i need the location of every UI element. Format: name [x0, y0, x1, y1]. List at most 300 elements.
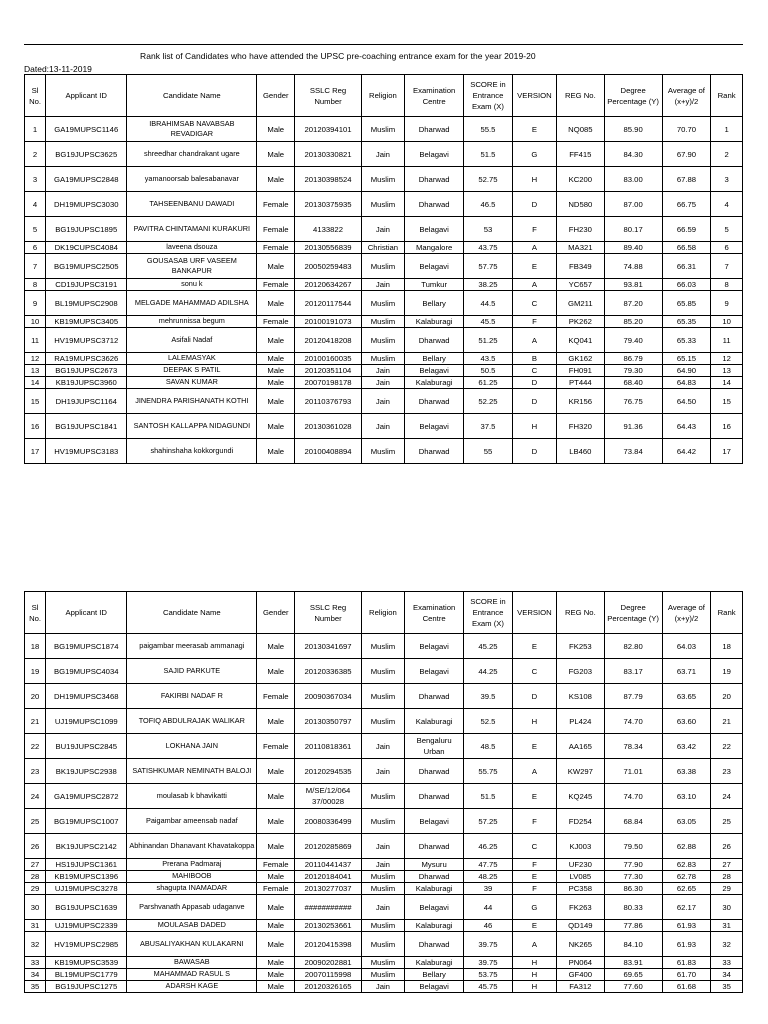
cell-examination-centre: Kalaburagi [405, 709, 464, 734]
cell-examination-centre: Bellary [405, 353, 464, 365]
cell-average: 61.70 [662, 969, 711, 981]
top-rule [24, 44, 743, 45]
cell-entrance-score: 39.75 [464, 932, 513, 957]
cell-reg-no: KW297 [557, 759, 605, 784]
cell-sslc-reg-number: 20120351104 [295, 365, 362, 377]
table-row [25, 895, 743, 920]
cell-gender: Female [257, 316, 295, 328]
cell-version: A [512, 242, 556, 254]
header-average: Average of (x+y)/2 [662, 592, 711, 634]
cell-gender: Male [257, 142, 295, 167]
cell-rank: 25 [711, 809, 743, 834]
cell-rank: 27 [711, 859, 743, 871]
document-title: Rank list of Candidates who have attended the UPSC pre-coaching entrance exam for the year 2019-20 [140, 51, 536, 61]
cell-sl-no: 28 [25, 871, 46, 883]
cell-degree-percentage: 74.70 [604, 784, 662, 809]
cell-sl-no: 17 [25, 439, 46, 464]
cell-sslc-reg-number: 20100160035 [295, 353, 362, 365]
cell-examination-centre: Dharwad [405, 389, 464, 414]
cell-religion: Muslim [361, 117, 404, 142]
cell-applicant-id: BL19MUPSC1779 [46, 969, 127, 981]
cell-candidate-name: yamanoorsab balesabanavar [127, 167, 257, 192]
cell-religion: Muslim [361, 809, 404, 834]
cell-degree-percentage: 84.30 [604, 142, 662, 167]
cell-reg-no: FH230 [557, 217, 605, 242]
table-row [25, 981, 743, 993]
cell-sslc-reg-number: 20110441437 [295, 859, 362, 871]
cell-average: 61.83 [662, 957, 711, 969]
cell-degree-percentage: 68.84 [604, 809, 662, 834]
cell-degree-percentage: 87.79 [604, 684, 662, 709]
cell-sslc-reg-number: 20110818361 [295, 734, 362, 759]
cell-reg-no: UF230 [557, 859, 605, 871]
cell-degree-percentage: 74.88 [604, 254, 662, 279]
header-examination-centre: Examination Centre [405, 75, 464, 117]
cell-sl-no: 34 [25, 969, 46, 981]
cell-reg-no: FF415 [557, 142, 605, 167]
cell-rank: 35 [711, 981, 743, 993]
cell-version: G [512, 895, 556, 920]
cell-candidate-name: MOULASAB DADED [127, 920, 257, 932]
cell-entrance-score: 46 [464, 920, 513, 932]
cell-reg-no: KR156 [557, 389, 605, 414]
cell-entrance-score: 39 [464, 883, 513, 895]
cell-sslc-reg-number: 20120184041 [295, 871, 362, 883]
cell-gender: Male [257, 389, 295, 414]
cell-candidate-name: IBRAHIMSAB NAVABSAB REVADIGAR [127, 117, 257, 142]
cell-entrance-score: 45.25 [464, 634, 513, 659]
cell-gender: Male [257, 895, 295, 920]
header-version: VERSION [512, 75, 556, 117]
cell-sslc-reg-number: ########### [295, 895, 362, 920]
cell-applicant-id: BG19JUPSC3625 [46, 142, 127, 167]
cell-reg-no: KJ003 [557, 834, 605, 859]
cell-version: D [512, 389, 556, 414]
cell-candidate-name: Asifali Nadaf [127, 328, 257, 353]
cell-sslc-reg-number: 20120394101 [295, 117, 362, 142]
cell-gender: Female [257, 734, 295, 759]
cell-reg-no: YC657 [557, 279, 605, 291]
cell-gender: Female [257, 684, 295, 709]
table-row [25, 659, 743, 684]
cell-gender: Male [257, 871, 295, 883]
cell-version: F [512, 859, 556, 871]
cell-religion: Jain [361, 759, 404, 784]
cell-entrance-score: 44.25 [464, 659, 513, 684]
cell-sslc-reg-number: 20070198178 [295, 377, 362, 389]
cell-applicant-id: DH19MUPSC3468 [46, 684, 127, 709]
cell-entrance-score: 53 [464, 217, 513, 242]
cell-entrance-score: 52.75 [464, 167, 513, 192]
cell-reg-no: PC358 [557, 883, 605, 895]
cell-candidate-name: sonu k [127, 279, 257, 291]
cell-sl-no: 3 [25, 167, 46, 192]
cell-entrance-score: 43.75 [464, 242, 513, 254]
cell-sslc-reg-number: 4133822 [295, 217, 362, 242]
cell-gender: Male [257, 969, 295, 981]
cell-sl-no: 21 [25, 709, 46, 734]
cell-version: A [512, 328, 556, 353]
header-rank: Rank [711, 75, 743, 117]
cell-entrance-score: 38.25 [464, 279, 513, 291]
cell-applicant-id: HV19MUPSC2985 [46, 932, 127, 957]
cell-rank: 21 [711, 709, 743, 734]
cell-average: 62.83 [662, 859, 711, 871]
header-gender: Gender [257, 75, 295, 117]
cell-sl-no: 12 [25, 353, 46, 365]
cell-version: C [512, 291, 556, 316]
cell-entrance-score: 55.5 [464, 117, 513, 142]
cell-degree-percentage: 93.81 [604, 279, 662, 291]
cell-rank: 32 [711, 932, 743, 957]
cell-religion: Jain [361, 414, 404, 439]
table-row [25, 871, 743, 883]
cell-sslc-reg-number: 20100408894 [295, 439, 362, 464]
cell-entrance-score: 50.5 [464, 365, 513, 377]
cell-religion: Jain [361, 279, 404, 291]
cell-examination-centre: Kalaburagi [405, 920, 464, 932]
cell-entrance-score: 37.5 [464, 414, 513, 439]
cell-examination-centre: Dharwad [405, 784, 464, 809]
cell-entrance-score: 55.75 [464, 759, 513, 784]
table-row [25, 353, 743, 365]
cell-religion: Muslim [361, 659, 404, 684]
cell-gender: Male [257, 659, 295, 684]
cell-sslc-reg-number: 20130361028 [295, 414, 362, 439]
cell-reg-no: NK265 [557, 932, 605, 957]
cell-applicant-id: BG19JUPSC2673 [46, 365, 127, 377]
cell-average: 62.17 [662, 895, 711, 920]
cell-sl-no: 18 [25, 634, 46, 659]
cell-entrance-score: 51.5 [464, 784, 513, 809]
cell-applicant-id: HS19JUPSC1361 [46, 859, 127, 871]
cell-candidate-name: ABUSALIYAKHAN KULAKARNI [127, 932, 257, 957]
cell-gender: Male [257, 932, 295, 957]
table-row [25, 439, 743, 464]
cell-entrance-score: 46.5 [464, 192, 513, 217]
cell-examination-centre: Belagavi [405, 365, 464, 377]
cell-examination-centre: Belagavi [405, 659, 464, 684]
cell-religion: Jain [361, 981, 404, 993]
cell-version: E [512, 117, 556, 142]
cell-entrance-score: 39.5 [464, 684, 513, 709]
cell-version: C [512, 659, 556, 684]
cell-examination-centre: Dharwad [405, 759, 464, 784]
cell-candidate-name: PAVITRA CHINTAMANI KURAKURI [127, 217, 257, 242]
rank-table-2 [24, 591, 743, 993]
cell-sl-no: 35 [25, 981, 46, 993]
cell-version: H [512, 414, 556, 439]
cell-applicant-id: BU19JUPSC2845 [46, 734, 127, 759]
cell-applicant-id: BK19JUPSC2142 [46, 834, 127, 859]
cell-examination-centre: Tumkur [405, 279, 464, 291]
table-row [25, 414, 743, 439]
cell-average: 62.65 [662, 883, 711, 895]
cell-candidate-name: paigambar meerasab ammanagi [127, 634, 257, 659]
cell-candidate-name: MAHAMMAD RASUL S [127, 969, 257, 981]
cell-sl-no: 13 [25, 365, 46, 377]
cell-gender: Male [257, 414, 295, 439]
cell-examination-centre: Kalaburagi [405, 957, 464, 969]
table-row [25, 167, 743, 192]
cell-average: 66.75 [662, 192, 711, 217]
cell-religion: Jain [361, 142, 404, 167]
cell-average: 63.71 [662, 659, 711, 684]
cell-sl-no: 9 [25, 291, 46, 316]
header-applicant-id: Applicant ID [46, 75, 127, 117]
cell-applicant-id: UJ19MUPSC2339 [46, 920, 127, 932]
cell-sslc-reg-number: 20120415398 [295, 932, 362, 957]
cell-examination-centre: Mangalore [405, 242, 464, 254]
cell-reg-no: ND580 [557, 192, 605, 217]
cell-entrance-score: 53.75 [464, 969, 513, 981]
cell-rank: 11 [711, 328, 743, 353]
cell-entrance-score: 45.75 [464, 981, 513, 993]
table-row [25, 242, 743, 254]
cell-gender: Male [257, 957, 295, 969]
cell-rank: 34 [711, 969, 743, 981]
cell-version: C [512, 365, 556, 377]
cell-candidate-name: JINENDRA PARISHANATH KOTHI [127, 389, 257, 414]
cell-sslc-reg-number: 20130398524 [295, 167, 362, 192]
cell-sl-no: 20 [25, 684, 46, 709]
header-examination-centre: Examination Centre [405, 592, 464, 634]
cell-religion: Muslim [361, 709, 404, 734]
cell-sslc-reg-number: 20130330821 [295, 142, 362, 167]
header-applicant-id: Applicant ID [46, 592, 127, 634]
cell-average: 63.38 [662, 759, 711, 784]
cell-religion: Muslim [361, 684, 404, 709]
header-sslc-reg-number: SSLC Reg Number [295, 75, 362, 117]
cell-sl-no: 26 [25, 834, 46, 859]
cell-examination-centre: Belagavi [405, 217, 464, 242]
cell-reg-no: PT444 [557, 377, 605, 389]
cell-religion: Jain [361, 365, 404, 377]
cell-entrance-score: 51.25 [464, 328, 513, 353]
cell-version: E [512, 634, 556, 659]
header-reg-no: REG No. [557, 75, 605, 117]
cell-sslc-reg-number: 20120634267 [295, 279, 362, 291]
cell-candidate-name: Abhinandan Dhanavant Khavatakoppa [127, 834, 257, 859]
cell-degree-percentage: 73.84 [604, 439, 662, 464]
table-row [25, 784, 743, 809]
cell-examination-centre: Mysuru [405, 859, 464, 871]
table-row [25, 759, 743, 784]
cell-gender: Male [257, 328, 295, 353]
cell-religion: Jain [361, 734, 404, 759]
cell-sl-no: 29 [25, 883, 46, 895]
cell-sl-no: 1 [25, 117, 46, 142]
cell-applicant-id: DH19MUPSC3030 [46, 192, 127, 217]
cell-average: 64.03 [662, 634, 711, 659]
cell-applicant-id: GA19MUPSC2848 [46, 167, 127, 192]
cell-gender: Male [257, 167, 295, 192]
cell-sl-no: 30 [25, 895, 46, 920]
cell-degree-percentage: 89.40 [604, 242, 662, 254]
cell-rank: 9 [711, 291, 743, 316]
cell-candidate-name: LOKHANA JAIN [127, 734, 257, 759]
cell-religion: Jain [361, 895, 404, 920]
cell-degree-percentage: 80.17 [604, 217, 662, 242]
cell-applicant-id: BG19MUPSC1007 [46, 809, 127, 834]
cell-sslc-reg-number: 20120294535 [295, 759, 362, 784]
header-sl-no: Sl No. [25, 592, 46, 634]
cell-entrance-score: 61.25 [464, 377, 513, 389]
cell-candidate-name: BAWASAB [127, 957, 257, 969]
cell-degree-percentage: 82.80 [604, 634, 662, 659]
cell-examination-centre: Belagavi [405, 981, 464, 993]
cell-examination-centre: Dharwad [405, 192, 464, 217]
cell-rank: 2 [711, 142, 743, 167]
cell-reg-no: KQ245 [557, 784, 605, 809]
cell-reg-no: FK253 [557, 634, 605, 659]
cell-degree-percentage: 77.86 [604, 920, 662, 932]
cell-entrance-score: 51.5 [464, 142, 513, 167]
cell-average: 65.15 [662, 353, 711, 365]
cell-gender: Male [257, 709, 295, 734]
cell-gender: Male [257, 920, 295, 932]
cell-average: 64.43 [662, 414, 711, 439]
cell-applicant-id: KB19MUPSC1396 [46, 871, 127, 883]
cell-religion: Jain [361, 217, 404, 242]
cell-rank: 29 [711, 883, 743, 895]
cell-sslc-reg-number: 20090202881 [295, 957, 362, 969]
cell-gender: Female [257, 192, 295, 217]
cell-reg-no: MA321 [557, 242, 605, 254]
cell-applicant-id: BG19JUPSC1639 [46, 895, 127, 920]
cell-version: H [512, 969, 556, 981]
cell-religion: Muslim [361, 932, 404, 957]
cell-sslc-reg-number: M/SE/12/064 37/00028 [295, 784, 362, 809]
table-row [25, 377, 743, 389]
cell-rank: 18 [711, 634, 743, 659]
cell-gender: Male [257, 365, 295, 377]
cell-rank: 1 [711, 117, 743, 142]
cell-examination-centre: Belagavi [405, 809, 464, 834]
cell-religion: Muslim [361, 920, 404, 932]
cell-applicant-id: GA19MUPSC2872 [46, 784, 127, 809]
cell-average: 66.03 [662, 279, 711, 291]
cell-rank: 12 [711, 353, 743, 365]
cell-version: E [512, 254, 556, 279]
header-candidate-name: Candidate Name [127, 75, 257, 117]
cell-candidate-name: ADARSH KAGE [127, 981, 257, 993]
cell-degree-percentage: 79.40 [604, 328, 662, 353]
cell-applicant-id: BG19MUPSC1874 [46, 634, 127, 659]
table-row [25, 809, 743, 834]
table-row [25, 389, 743, 414]
cell-entrance-score: 57.75 [464, 254, 513, 279]
cell-reg-no: PL424 [557, 709, 605, 734]
cell-applicant-id: KB19MUPSC3539 [46, 957, 127, 969]
cell-examination-centre: Kalaburagi [405, 377, 464, 389]
cell-gender: Male [257, 784, 295, 809]
table-row [25, 217, 743, 242]
table-row [25, 117, 743, 142]
cell-average: 63.42 [662, 734, 711, 759]
table-row [25, 859, 743, 871]
cell-degree-percentage: 87.20 [604, 291, 662, 316]
cell-sl-no: 2 [25, 142, 46, 167]
cell-reg-no: FH091 [557, 365, 605, 377]
cell-applicant-id: RA19MUPSC3626 [46, 353, 127, 365]
cell-sslc-reg-number: 20090367034 [295, 684, 362, 709]
header-entrance-score: SCORE in Entrance Exam (X) [464, 592, 513, 634]
table-row [25, 734, 743, 759]
cell-applicant-id: KB19JUPSC3960 [46, 377, 127, 389]
cell-candidate-name: DEEPAK S PATIL [127, 365, 257, 377]
document-date: Dated:13-11-2019 [24, 64, 92, 74]
cell-average: 61.68 [662, 981, 711, 993]
cell-candidate-name: SAJID PARKUTE [127, 659, 257, 684]
cell-average: 65.33 [662, 328, 711, 353]
cell-candidate-name: SATISHKUMAR NEMINATH BALOJI [127, 759, 257, 784]
cell-rank: 28 [711, 871, 743, 883]
table-row [25, 142, 743, 167]
cell-applicant-id: BG19JUPSC1841 [46, 414, 127, 439]
cell-applicant-id: UJ19MUPSC1099 [46, 709, 127, 734]
cell-entrance-score: 44 [464, 895, 513, 920]
cell-rank: 26 [711, 834, 743, 859]
cell-gender: Male [257, 353, 295, 365]
header-rank: Rank [711, 592, 743, 634]
cell-rank: 6 [711, 242, 743, 254]
table-row [25, 920, 743, 932]
cell-reg-no: AA165 [557, 734, 605, 759]
cell-examination-centre: Dharwad [405, 167, 464, 192]
cell-entrance-score: 43.5 [464, 353, 513, 365]
cell-reg-no: GK162 [557, 353, 605, 365]
cell-sslc-reg-number: 20130253661 [295, 920, 362, 932]
cell-version: D [512, 192, 556, 217]
cell-average: 65.35 [662, 316, 711, 328]
cell-rank: 31 [711, 920, 743, 932]
table-row [25, 957, 743, 969]
cell-average: 67.90 [662, 142, 711, 167]
cell-version: F [512, 883, 556, 895]
cell-sl-no: 32 [25, 932, 46, 957]
cell-rank: 10 [711, 316, 743, 328]
cell-average: 66.58 [662, 242, 711, 254]
cell-sl-no: 4 [25, 192, 46, 217]
cell-entrance-score: 47.75 [464, 859, 513, 871]
cell-entrance-score: 48.5 [464, 734, 513, 759]
cell-version: F [512, 316, 556, 328]
cell-candidate-name: shahinshaha kokkorgundi [127, 439, 257, 464]
cell-version: E [512, 920, 556, 932]
cell-gender: Male [257, 291, 295, 316]
cell-rank: 17 [711, 439, 743, 464]
cell-degree-percentage: 69.65 [604, 969, 662, 981]
header-sslc-reg-number: SSLC Reg Number [295, 592, 362, 634]
cell-degree-percentage: 85.90 [604, 117, 662, 142]
cell-reg-no: FG203 [557, 659, 605, 684]
cell-applicant-id: KB19MUPSC3405 [46, 316, 127, 328]
cell-degree-percentage: 78.34 [604, 734, 662, 759]
cell-version: H [512, 709, 556, 734]
header-degree-percentage: Degree Percentage (Y) [604, 592, 662, 634]
cell-gender: Male [257, 634, 295, 659]
header-sl-no: Sl No. [25, 75, 46, 117]
cell-gender: Male [257, 759, 295, 784]
cell-rank: 22 [711, 734, 743, 759]
cell-average: 63.10 [662, 784, 711, 809]
cell-examination-centre: Dharwad [405, 834, 464, 859]
cell-sslc-reg-number: 20070115998 [295, 969, 362, 981]
cell-examination-centre: Dharwad [405, 117, 464, 142]
cell-degree-percentage: 86.79 [604, 353, 662, 365]
cell-reg-no: KS108 [557, 684, 605, 709]
